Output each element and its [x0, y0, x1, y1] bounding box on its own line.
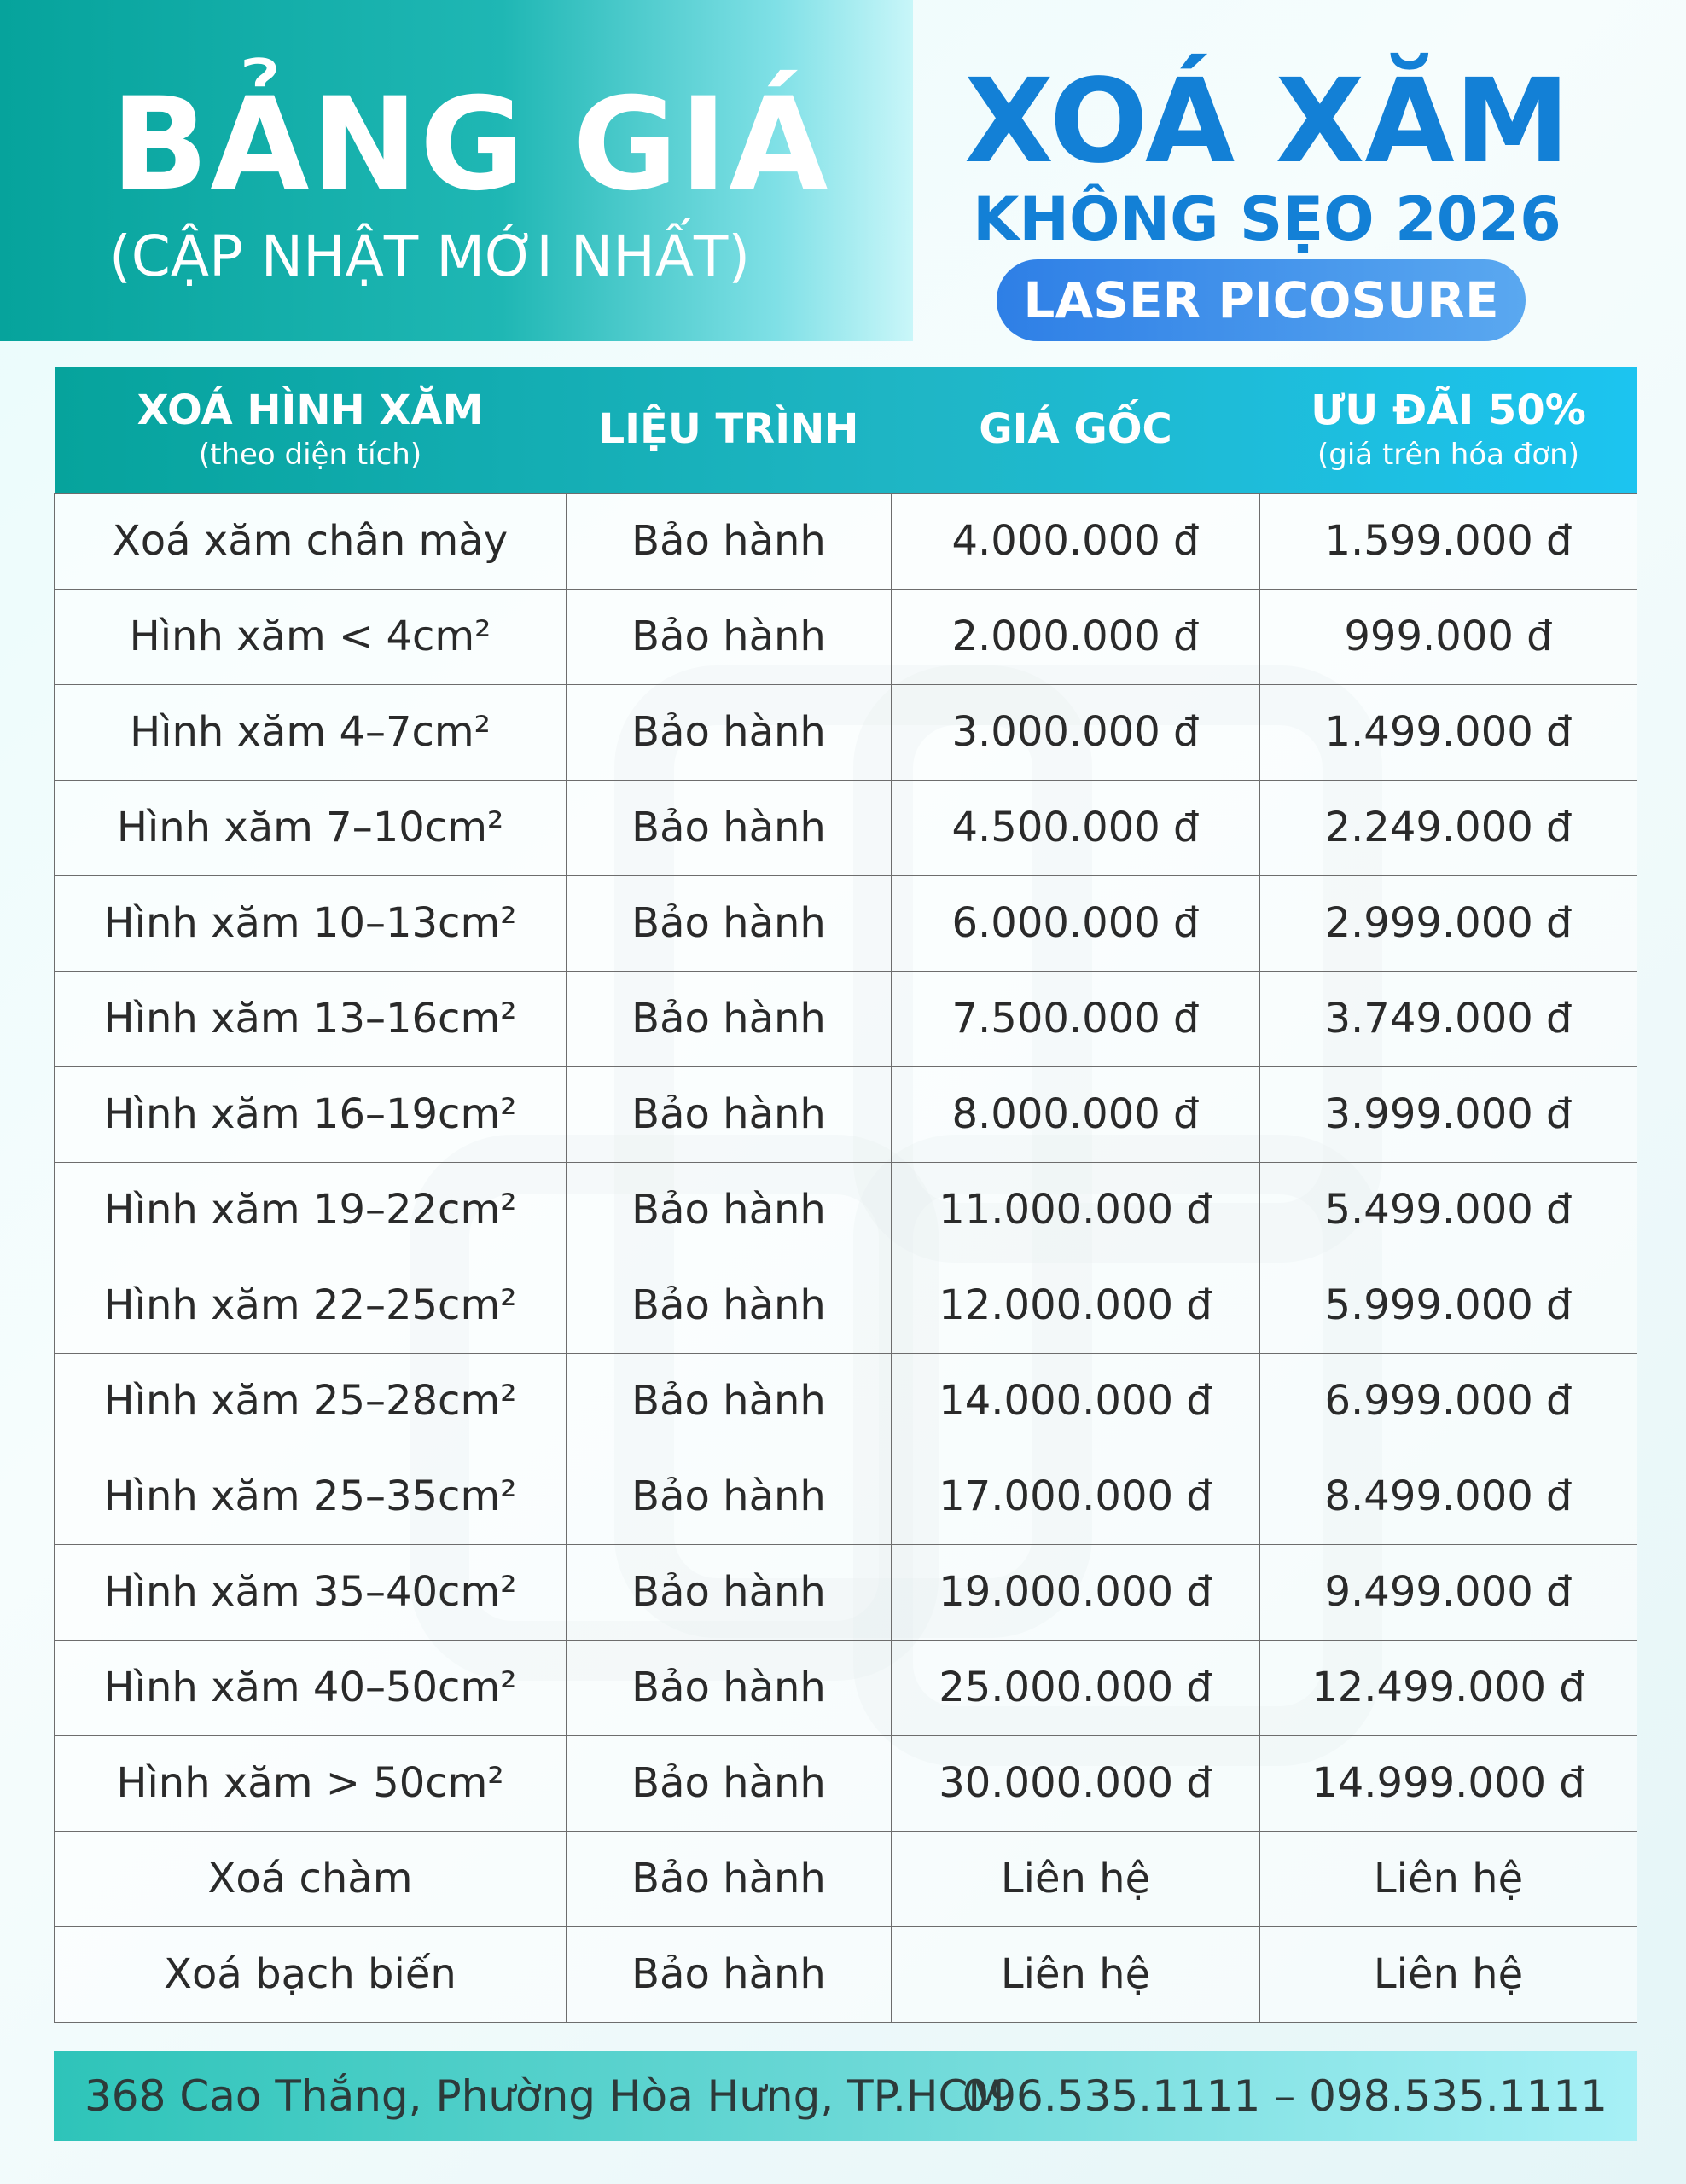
cell-discount-price: 2.999.000 đ [1260, 875, 1637, 971]
address-text: 368 Cao Thắng, Phường Hòa Hưng, TP.HCM [84, 2071, 1005, 2121]
cell-area: Xoá xăm chân mày [55, 493, 567, 589]
cell-area: Hình xăm 13–16cm² [55, 971, 567, 1066]
cell-original-price: 14.000.000 đ [892, 1353, 1260, 1449]
cell-course: Bảo hành [567, 1926, 892, 2022]
header-original-price: GIÁ GỐC [979, 405, 1172, 454]
cell-area: Hình xăm 25–35cm² [55, 1449, 567, 1544]
table-row [55, 1544, 1637, 1640]
table-row [55, 1449, 1637, 1544]
cell-original-price: 25.000.000 đ [892, 1640, 1260, 1735]
table-row [55, 780, 1637, 875]
cell-original-price: Liên hệ [892, 1831, 1260, 1926]
cell-original-price: 17.000.000 đ [892, 1449, 1260, 1544]
cell-area: Hình xăm > 50cm² [55, 1735, 567, 1831]
header-course: LIỆU TRÌNH [598, 405, 859, 454]
cell-discount-price: 5.999.000 đ [1260, 1258, 1637, 1353]
table-row [55, 1353, 1637, 1449]
cell-course: Bảo hành [567, 1162, 892, 1258]
cell-course: Bảo hành [567, 1544, 892, 1640]
cell-original-price: 3.000.000 đ [892, 684, 1260, 780]
cell-original-price: 12.000.000 đ [892, 1258, 1260, 1353]
table-row [55, 875, 1637, 971]
cell-discount-price: Liên hệ [1260, 1926, 1637, 2022]
table-header-row [55, 367, 1637, 493]
cell-discount-price: 1.599.000 đ [1260, 493, 1637, 589]
price-table [54, 367, 1637, 2023]
cell-discount-price: 5.499.000 đ [1260, 1162, 1637, 1258]
table-row [55, 1831, 1637, 1926]
table-row [55, 493, 1637, 589]
cell-course: Bảo hành [567, 1831, 892, 1926]
cell-area: Hình xăm 35–40cm² [55, 1544, 567, 1640]
cell-area: Hình xăm 7–10cm² [55, 780, 567, 875]
cell-discount-price: 9.499.000 đ [1260, 1544, 1637, 1640]
header-area: XOÁ HÌNH XĂM (theo diện tích) [137, 386, 484, 473]
cell-discount-price: 3.999.000 đ [1260, 1066, 1637, 1162]
phone-number: 096.535.1111 – 098.535.1111 [962, 2071, 1608, 2121]
cell-discount-price: Liên hệ [1260, 1831, 1637, 1926]
cell-discount-price: 12.499.000 đ [1260, 1640, 1637, 1735]
cell-original-price: 30.000.000 đ [892, 1735, 1260, 1831]
table-row [55, 971, 1637, 1066]
cell-original-price: 8.000.000 đ [892, 1066, 1260, 1162]
cell-discount-price: 14.999.000 đ [1260, 1735, 1637, 1831]
technology-badge: LASER PICOSURE [997, 259, 1526, 341]
cell-area: Hình xăm 10–13cm² [55, 875, 567, 971]
page-title: BẢNG GIÁ [111, 71, 830, 219]
cell-course: Bảo hành [567, 971, 892, 1066]
cell-discount-price: 6.999.000 đ [1260, 1353, 1637, 1449]
cell-area: Hình xăm 25–28cm² [55, 1353, 567, 1449]
cell-discount-price: 1.499.000 đ [1260, 684, 1637, 780]
cell-area: Hình xăm 40–50cm² [55, 1640, 567, 1735]
cell-course: Bảo hành [567, 1449, 892, 1544]
cell-original-price: Liên hệ [892, 1926, 1260, 2022]
cell-course: Bảo hành [567, 780, 892, 875]
cell-discount-price: 8.499.000 đ [1260, 1449, 1637, 1544]
cell-discount-price: 3.749.000 đ [1260, 971, 1637, 1066]
cell-original-price: 6.000.000 đ [892, 875, 1260, 971]
page-subtitle: (CẬP NHẬT MỚI NHẤT) [109, 224, 751, 289]
cell-area: Hình xăm < 4cm² [55, 589, 567, 684]
table-row [55, 1066, 1637, 1162]
table-row [55, 1640, 1637, 1735]
service-title: XOÁ XĂM [963, 55, 1570, 189]
cell-course: Bảo hành [567, 875, 892, 971]
cell-original-price: 19.000.000 đ [892, 1544, 1260, 1640]
cell-course: Bảo hành [567, 1735, 892, 1831]
cell-course: Bảo hành [567, 1353, 892, 1449]
cell-course: Bảo hành [567, 1066, 892, 1162]
cell-course: Bảo hành [567, 1640, 892, 1735]
cell-course: Bảo hành [567, 684, 892, 780]
table-row [55, 1735, 1637, 1831]
cell-original-price: 7.500.000 đ [892, 971, 1260, 1066]
contact-footer [54, 2051, 1637, 2141]
cell-original-price: 4.000.000 đ [892, 493, 1260, 589]
service-subtitle: KHÔNG SẸO 2026 [973, 184, 1561, 254]
cell-discount-price: 2.249.000 đ [1260, 780, 1637, 875]
cell-course: Bảo hành [567, 589, 892, 684]
cell-original-price: 4.500.000 đ [892, 780, 1260, 875]
cell-area: Xoá bạch biến [55, 1926, 567, 2022]
cell-area: Xoá chàm [55, 1831, 567, 1926]
cell-area: Hình xăm 4–7cm² [55, 684, 567, 780]
table-row [55, 1162, 1637, 1258]
cell-original-price: 2.000.000 đ [892, 589, 1260, 684]
cell-area: Hình xăm 16–19cm² [55, 1066, 567, 1162]
table-row [55, 684, 1637, 780]
table-row [55, 589, 1637, 684]
cell-original-price: 11.000.000 đ [892, 1162, 1260, 1258]
header-discount-price: ƯU ĐÃI 50% (giá trên hóa đơn) [1311, 386, 1586, 473]
cell-course: Bảo hành [567, 493, 892, 589]
table-row [55, 1926, 1637, 2022]
cell-area: Hình xăm 22–25cm² [55, 1258, 567, 1353]
cell-area: Hình xăm 19–22cm² [55, 1162, 567, 1258]
cell-discount-price: 999.000 đ [1260, 589, 1637, 684]
table-row [55, 1258, 1637, 1353]
cell-course: Bảo hành [567, 1258, 892, 1353]
